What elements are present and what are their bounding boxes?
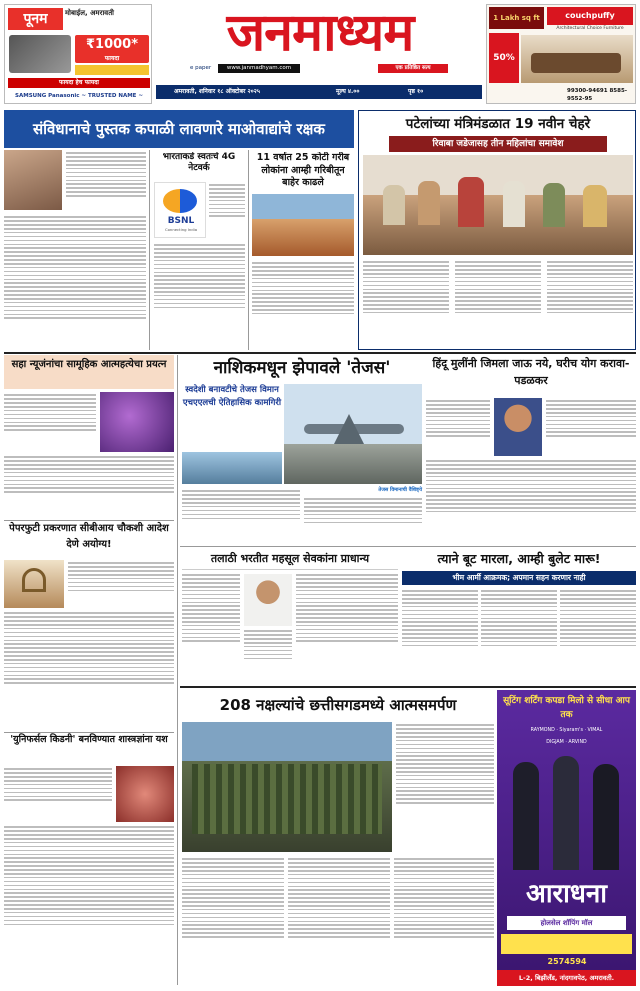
- headline-samvidhan[interactable]: संविधानाचे पुस्तक कपाळी लावणारे माओवाद्यांचे रक्षक: [4, 110, 354, 148]
- headline-tejas-sub[interactable]: स्वदेशी बनावटीचे तेजस विमान एचएएलची ऐतिहासिक कामगिरी: [182, 385, 282, 408]
- models-image: [505, 752, 628, 872]
- dateline-bar: [156, 85, 482, 99]
- headline-bhim-sub[interactable]: भीम आर्मी आक्रमक; अपमान सहन करणार नाही: [402, 571, 636, 585]
- headline-patel[interactable]: पटेलांच्या मंत्रिमंडळात 19 नवीन चेहरे: [405, 116, 591, 132]
- suicide-photo: [100, 392, 174, 452]
- ad-left-offer: ₹1000* फायदा: [75, 35, 149, 63]
- kidney-photo: [116, 766, 174, 822]
- ad-right-phone: 99300-94691 8585-9552-95: [567, 88, 628, 102]
- talathi-photo: [244, 574, 292, 626]
- brand-raymond: RAYMOND: [530, 728, 555, 733]
- headline-cbi[interactable]: पेपरफुटी प्रकरणात सीबीआय चौकशी आदेश देणे अयोग्य!: [4, 520, 174, 556]
- ad-left-banner: फायदा हेच फायदा: [8, 78, 150, 88]
- patel-box: [358, 110, 636, 350]
- ad-left-brand: पूनम: [8, 8, 63, 30]
- headline-4g[interactable]: भारताकडे स्वतःचे 4G नेटवर्क: [162, 152, 236, 173]
- brand-siyaram: Siyaram's: [559, 728, 583, 733]
- ad-right-discount: 50%: [489, 33, 519, 83]
- brand-vimal: VIMAL: [587, 728, 603, 733]
- dateline-price: मूल्य ४.००: [336, 88, 360, 95]
- sofa-image: [521, 35, 633, 83]
- modi-photo: [4, 150, 62, 210]
- bsnl-tag: Connecting India: [164, 227, 198, 232]
- ad-left-sub: मोबाईल, अमरावती: [65, 9, 114, 17]
- ad-bottom-top: सूटिंग शर्टिंग कपडा मिलो से सीधा आप तक: [503, 696, 630, 720]
- headline-garibi[interactable]: 11 वर्षात 25 कोटी गरीब लोकांना आम्ही गरिबीतून बाहेर काढले: [256, 152, 350, 188]
- ad-left-brands: SAMSUNG Panasonic ~ TRUSTED NAME ~: [15, 93, 143, 99]
- headline-bhim[interactable]: त्याने बूट मारला, आम्ही बुलेट मारू!: [437, 551, 601, 566]
- ad-bottom-address: L-2, बिझीलँड, नांदगावपेठ, अमरावती.: [497, 970, 636, 986]
- masthead-title[interactable]: जनमाध्यम: [226, 2, 414, 63]
- naxal-photo: [182, 722, 392, 852]
- ad-aaradhana[interactable]: सूटिंग शर्टिंग कपडा मिलो से सीधा आप तक RAYMOND · Siyaram's · VIMAL DIGJAM · ARVIND आराधना होलसेल शॉपिंग मॉल 2574594 L-2, बिझीलँड, नांदगावपेठ, अमरावती.: [497, 690, 636, 986]
- ad-left[interactable]: [4, 4, 152, 104]
- headline-tejas[interactable]: नाशिकमधून झेपावले 'तेजस': [213, 358, 391, 378]
- article-samvidhan: [4, 150, 354, 350]
- tejas-photo-2: [182, 452, 282, 484]
- dateline-date: अमरावती, शनिवार १८ ऑक्टोबर २०२५: [174, 88, 261, 95]
- modi-rally-photo: [252, 194, 354, 256]
- headline-suicide[interactable]: सहा न्यूजंनांचा सामूहिक आत्महत्येचा प्रयत्न: [4, 355, 174, 389]
- headline-kidney[interactable]: 'युनिफर्सल किडनी' बनविण्यात शास्त्रज्ञांना यश: [4, 732, 174, 764]
- website-link[interactable]: www.janmadhyam.com: [218, 64, 300, 73]
- headline-padalkar[interactable]: हिंदू मुलींनी जिमला जाऊ नये, घरीच योग करावा-पडळकर: [432, 357, 630, 387]
- ad-right-sub: Architectural Choice Furniture: [556, 26, 624, 31]
- tejas-caption: तेजस विमानाची वैशिष्ट्ये: [378, 487, 422, 493]
- dateline-pages: पृष्ठ १०: [408, 88, 424, 95]
- padalkar-photo: [494, 398, 542, 456]
- ad-right-tag: 1 Lakh sq ft: [489, 7, 544, 29]
- epaper-badge[interactable]: e paper: [190, 65, 212, 71]
- brand-digjam: DIGJAM: [546, 740, 564, 745]
- headline-talathi[interactable]: तलाठी भरतीत महसूल सेवकांना प्राधान्य: [182, 548, 398, 570]
- court-photo: [4, 560, 64, 608]
- ad-bottom-phone: 2574594: [547, 957, 587, 966]
- headline-naxal[interactable]: 208 नक्षल्यांचे छत्तीसगडमध्ये आत्मसमर्पण: [219, 696, 457, 714]
- ad-right-brand: couchpuffy: [547, 7, 633, 25]
- ad-bottom-name: आराधना: [525, 879, 608, 909]
- bsnl-logo: [154, 182, 206, 238]
- bsnl-name: BSNL: [167, 216, 195, 226]
- ad-bottom-sub: होलसेल शॉपिंग मॉल: [507, 916, 626, 930]
- tejas-photo: [284, 384, 422, 484]
- phone-image: [9, 35, 71, 73]
- tagline: एक प्रतिष्ठित सत्य: [378, 64, 448, 73]
- ministers-photo: [363, 155, 633, 255]
- ad-right[interactable]: [486, 4, 636, 104]
- headline-patel-sub[interactable]: रिवाबा जडेजासह तीन महिलांचा समावेश: [389, 136, 607, 152]
- brand-arvind: ARVIND: [568, 740, 587, 745]
